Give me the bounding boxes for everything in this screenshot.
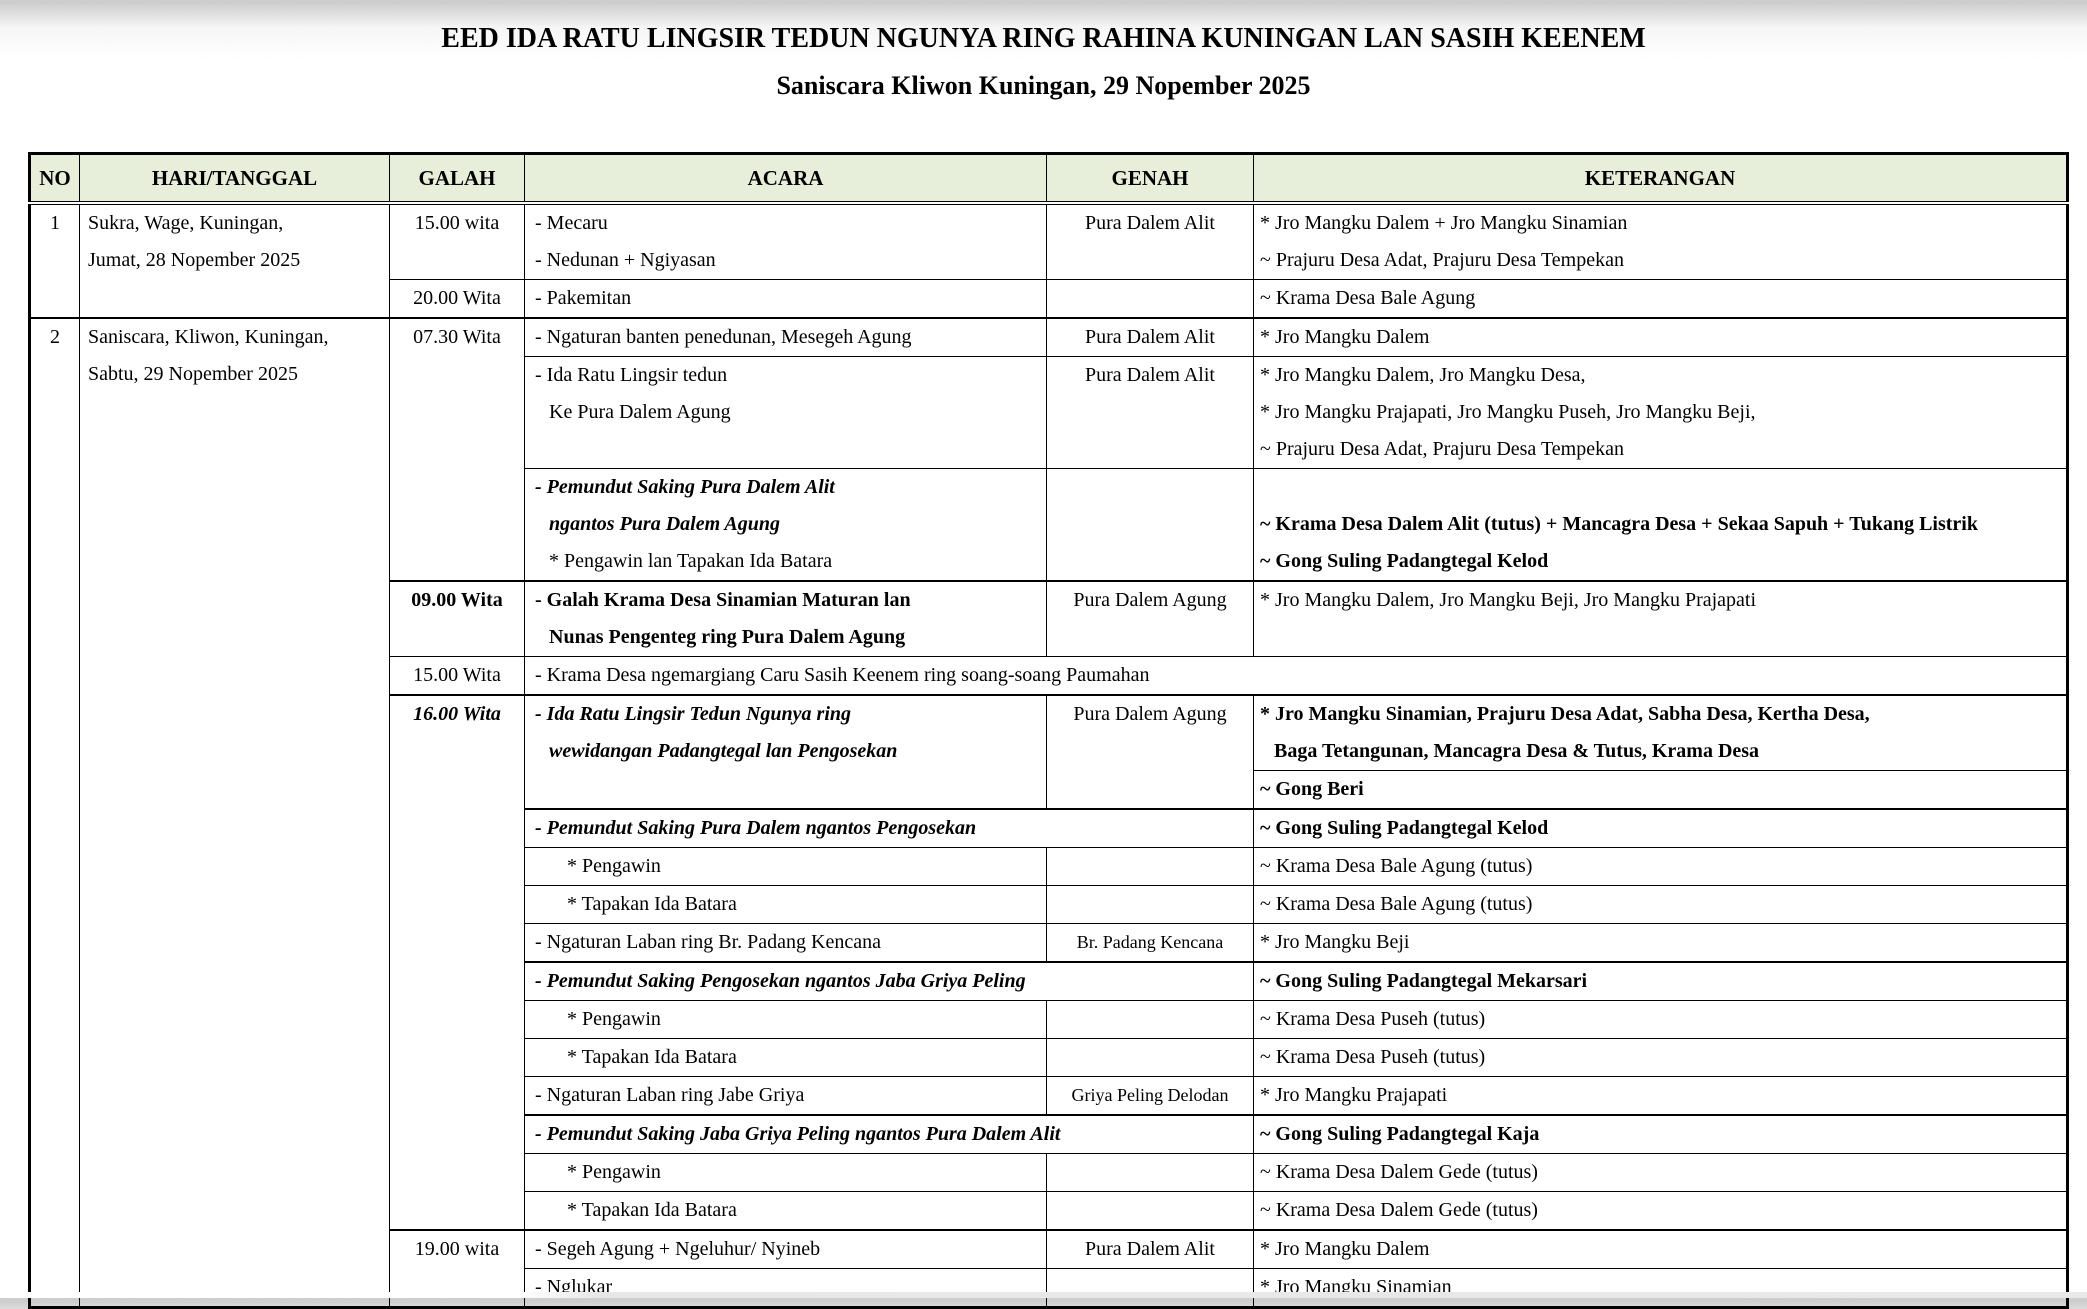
cell-genah [1047,848,1254,886]
cell-genah [1047,318,1254,357]
cell-no [30,318,80,1308]
cell-acara [525,924,1047,963]
cell-text-line: 15.00 wita [414,212,500,234]
cell-text-line: ~ Gong Suling Padangtegal Mekarsari [1260,970,1588,992]
schedule-table [28,152,2069,1309]
cell-text-line: Nunas Pengenteg ring Pura Dalem Agung [549,626,906,648]
cell-text-line: ~ Krama Desa Dalem Alit (tutus) + Mancagra Desa + Sekaa Sapuh + Tukang Listrik [1260,513,1978,535]
cell-ket [1254,280,2068,319]
cell-text-line: * Pengawin lan Tapakan Ida Batara [549,550,833,572]
cell-acara [525,469,1047,582]
cell-text-line: * Jro Mangku Beji [1260,931,1410,953]
cell-text-line: * Jro Mangku Sinamian [1260,1276,1452,1298]
cell-ket [1254,318,2068,357]
cell-genah [1047,1269,1254,1308]
cell-text-line: 07.30 Wita [413,326,501,348]
cell-galah [390,203,525,280]
cell-text-line: ~ Krama Desa Bale Agung (tutus) [1260,855,1533,877]
cell-acara [525,1269,1047,1308]
cell-hari [80,203,390,318]
cell-text-line: 1 [50,212,60,234]
cell-text-line: Pura Dalem Alit [1085,1238,1215,1260]
col-header-acara: ACARA [525,154,1047,204]
cell-hari [80,318,390,1308]
cell-galah [390,280,525,319]
cell-ket [1254,581,2068,657]
cell-text-line: * Tapakan Ida Batara [567,893,737,915]
cell-galah [390,581,525,657]
table-body [30,203,2068,1308]
cell-text-line: ~ Gong Suling Padangtegal Kelod [1260,817,1549,839]
cell-text-line: * Jro Mangku Sinamian, Prajuru Desa Adat, Sabha Desa, Kertha Desa, [1260,703,1870,725]
cell-ket [1254,1154,2068,1192]
cell-acara [525,848,1047,886]
cell-acara [525,886,1047,924]
cell-text-line: - Ida Ratu Lingsir tedun [535,364,728,386]
cell-text-line: * Jro Mangku Prajapati [1260,1084,1448,1106]
cell-text-line: * Pengawin [567,1008,661,1030]
cell-acara [525,809,1254,848]
cell-text-line: 20.00 Wita [413,287,501,309]
cell-text-line: ~ Krama Desa Bale Agung (tutus) [1260,893,1533,915]
cell-text-line: ngantos Pura Dalem Agung [549,513,780,535]
col-header-keterangan: KETERANGAN [1254,154,2068,204]
cell-text-line: - Nglukar [535,1276,613,1298]
cell-ket [1254,924,2068,963]
table-row [30,203,2068,280]
cell-genah [1047,1154,1254,1192]
cell-text-line: - Segeh Agung + Ngeluhur/ Nyineb [535,1238,821,1260]
cell-text-line: 2 [50,326,60,348]
cell-text-line: * Tapakan Ida Batara [567,1199,737,1221]
cell-text-line: Saniscara, Kliwon, Kuningan, [88,326,329,348]
cell-acara [525,581,1047,657]
cell-ket [1254,962,2068,1001]
page-title: EED IDA RATU LINGSIR TEDUN NGUNYA RING RAHINA KUNINGAN LAN SASIH KEENEM [441,23,1646,54]
cell-ket [1254,203,2068,280]
cell-genah [1047,1001,1254,1039]
cell-text-line: * Pengawin [567,855,661,877]
cell-text-line: wewidangan Padangtegal lan Pengosekan [549,740,898,762]
cell-text-line: 15.00 Wita [413,664,501,686]
cell-text-line: ~ Prajuru Desa Adat, Prajuru Desa Tempekan [1260,438,1624,460]
cell-text-line: - Pemundut Saking Pengosekan ngantos Jaba Griya Peling [535,970,1026,992]
cell-genah [1047,469,1254,582]
cell-genah [1047,1192,1254,1231]
cell-ket [1254,695,2068,771]
cell-text-line: * Jro Mangku Dalem, Jro Mangku Beji, Jro Mangku Prajapati [1260,589,1757,611]
col-header-no: NO [30,154,80,204]
cell-text-line: * Jro Mangku Dalem [1260,1238,1430,1260]
cell-text-line: ~ Gong Beri [1260,778,1364,800]
cell-acara [525,203,1047,280]
cell-text-line: 09.00 Wita [411,589,503,611]
cell-ket [1254,357,2068,469]
cell-text-line: - Pemundut Saking Pura Dalem Alit [535,476,835,498]
cell-acara [525,318,1047,357]
cell-acara [525,657,2068,696]
cell-acara [525,695,1047,809]
cell-text-line: Jumat, 28 Nopember 2025 [88,249,301,271]
cell-text-line: * Tapakan Ida Batara [567,1046,737,1068]
cell-ket [1254,886,2068,924]
cell-text-line: Baga Tetangunan, Mancagra Desa & Tutus, Krama Desa [1274,740,1760,762]
cell-galah [390,657,525,696]
cell-acara [525,1192,1047,1231]
cell-genah [1047,695,1254,809]
cell-acara [525,1230,1047,1269]
col-header-galah: GALAH [390,154,525,204]
cell-genah [1047,1230,1254,1269]
cell-ket [1254,771,2068,810]
cell-acara [525,280,1047,319]
cell-ket [1254,1230,2068,1269]
cell-ket [1254,1039,2068,1077]
cell-text-line: - Ida Ratu Lingsir Tedun Ngunya ring [535,703,852,725]
cell-ket [1254,1077,2068,1116]
cell-text-line: Sukra, Wage, Kuningan, [88,212,284,234]
cell-ket [1254,469,2068,582]
col-header-hari-tanggal: HARI/TANGGAL [80,154,390,204]
cell-acara [525,1077,1047,1116]
cell-text-line: ~ Krama Desa Bale Agung [1260,287,1476,309]
cell-text-line: ~ Krama Desa Dalem Gede (tutus) [1260,1161,1538,1183]
cell-text-line: Br. Padang Kencana [1076,932,1224,952]
cell-text-line: - Nedunan + Ngiyasan [535,249,716,271]
cell-text-line: Pura Dalem Alit [1085,364,1215,386]
cell-text-line: Sabtu, 29 Nopember 2025 [88,363,298,385]
cell-acara [525,1001,1047,1039]
cell-text-line: - Pemundut Saking Pura Dalem ngantos Pengosekan [535,817,977,839]
cell-ket [1254,1192,2068,1231]
cell-text-line: * Jro Mangku Dalem + Jro Mangku Sinamian [1260,212,1628,234]
cell-text-line: - Ngaturan Laban ring Jabe Griya [535,1084,805,1106]
cell-text-line: * Pengawin [567,1161,661,1183]
cell-ket [1254,1269,2068,1308]
cell-text-line: ~ Krama Desa Puseh (tutus) [1260,1008,1486,1030]
cell-galah [390,1230,525,1308]
cell-genah [1047,886,1254,924]
cell-acara [525,1039,1047,1077]
cell-genah [1047,280,1254,319]
cell-text-line: - Mecaru [535,212,608,234]
cell-text-line: ~ Gong Suling Padangtegal Kelod [1260,550,1549,572]
cell-text-line: Pura Dalem Agung [1073,703,1227,725]
cell-text-line: ~ Gong Suling Padangtegal Kaja [1260,1123,1540,1145]
cell-text-line: - Ngaturan Laban ring Br. Padang Kencana [535,931,881,953]
cell-acara [525,357,1047,469]
cell-text-line: * Jro Mangku Dalem, Jro Mangku Desa, [1260,364,1586,386]
cell-text-line: Pura Dalem Alit [1085,212,1215,234]
document-header [0,0,2087,102]
cell-text-line: Pura Dalem Agung [1073,589,1227,611]
cell-acara [525,1115,1254,1154]
cell-ket [1254,809,2068,848]
cell-text-line: Griya Peling Delodan [1071,1085,1229,1105]
cell-text-line: ~ Krama Desa Dalem Gede (tutus) [1260,1199,1538,1221]
table-header-row [30,154,2068,204]
cell-text-line: - Galah Krama Desa Sinamian Maturan lan [535,589,911,611]
cell-text-line: Ke Pura Dalem Agung [549,401,731,423]
cell-acara [525,962,1254,1001]
cell-text-line: - Ngaturan banten penedunan, Mesegeh Agung [535,326,912,348]
cell-ket [1254,1115,2068,1154]
cell-text-line: 19.00 wita [414,1238,500,1260]
cell-text-line: - Krama Desa ngemargiang Caru Sasih Keenem ring soang-soang Paumahan [535,664,1150,686]
cell-no [30,203,80,318]
cell-acara [525,1154,1047,1192]
cell-genah [1047,203,1254,280]
cell-text-line: * Jro Mangku Prajapati, Jro Mangku Puseh, Jro Mangku Beji, [1260,401,1756,423]
cell-galah [390,695,525,1230]
cell-ket [1254,1001,2068,1039]
cell-text-line: ~ Krama Desa Puseh (tutus) [1260,1046,1486,1068]
cell-text-line: - Pakemitan [535,287,632,309]
table-row [30,318,2068,357]
cell-genah [1047,924,1254,963]
cell-galah [390,318,525,581]
col-header-genah: GENAH [1047,154,1254,204]
cell-genah [1047,1039,1254,1077]
page-subtitle: Saniscara Kliwon Kuningan, 29 Nopember 2025 [776,71,1311,100]
cell-text-line: 16.00 Wita [413,703,501,725]
cell-ket [1254,848,2068,886]
cell-text-line: ~ Prajuru Desa Adat, Prajuru Desa Tempekan [1260,249,1624,271]
cell-text-line: Pura Dalem Alit [1085,326,1215,348]
cell-genah [1047,1077,1254,1116]
cell-genah [1047,357,1254,469]
cell-text-line: * Jro Mangku Dalem [1260,326,1430,348]
cell-text-line: - Pemundut Saking Jaba Griya Peling ngantos Pura Dalem Alit [535,1123,1061,1145]
cell-genah [1047,581,1254,657]
